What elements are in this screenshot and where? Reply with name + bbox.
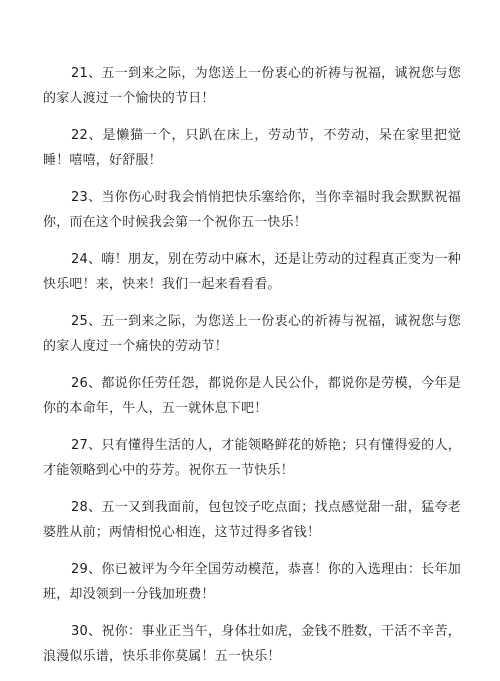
paragraph-22: 22、是懒猫一个，只趴在床上，劳动节，不劳动，呆在家里把觉睡！嘻嘻，好舒服！ — [43, 128, 461, 168]
paragraph-30: 30、祝你：事业正当午，身体壮如虎，金钱不胜数，干活不辛苦，浪漫似乐谱，快乐非你莫属！五一快乐！ — [43, 624, 461, 664]
paragraph-28: 28、五一又到我面前，包包饺子吃点面；找点感觉甜一甜，猛夸老婆胜从前；两情相悦心相连，这节过得多省钱！ — [43, 500, 461, 540]
paragraph-23: 23、当你伤心时我会悄悄把快乐塞给你，当你幸福时我会默默祝福你，而在这个时候我会第一个祝你五一快乐！ — [43, 190, 461, 230]
paragraph-25: 25、五一到来之际，为您送上一份衷心的祈祷与祝福，诚祝您与您的家人度过一个痛快的劳动节！ — [43, 314, 461, 354]
paragraph-26: 26、都说你任劳任怨，都说你是人民公仆，都说你是劳模，今年是你的本命年，牛人，五一就休息下吧！ — [43, 376, 461, 416]
document-body — [43, 61, 461, 681]
paragraph-27: 27、只有懂得生活的人，才能领略鲜花的娇艳；只有懂得爱的人，才能领略到心中的芬芳。祝你五一节快乐！ — [43, 438, 461, 478]
paragraph-24: 24、嗨！朋友，别在劳动中麻木，还是让劳动的过程真正变为一种快乐吧！来，快来！我们一起来看看看。 — [43, 252, 461, 292]
paragraph-21: 21、五一到来之际，为您送上一份衷心的祈祷与祝福，诚祝您与您的家人渡过一个愉快的节日！ — [43, 66, 461, 106]
paragraph-29: 29、你已被评为今年全国劳动模范，恭喜！你的入选理由：长年加班，却没领到一分钱加班费！ — [43, 562, 461, 602]
